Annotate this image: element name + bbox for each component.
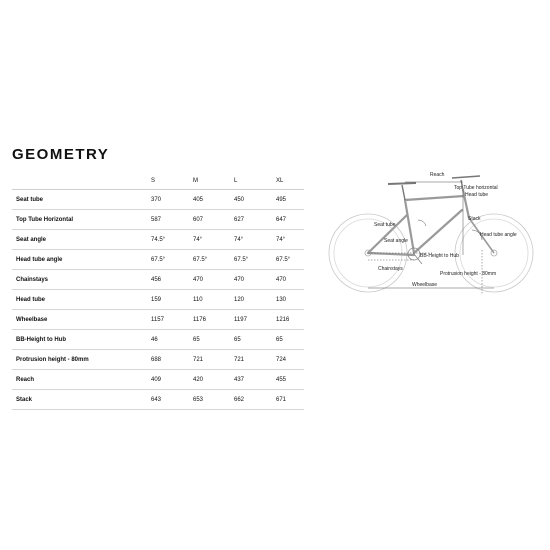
row-label: BB-Height to Hub [16,336,66,343]
table-cell: 456 [151,276,162,283]
table-cell: 643 [151,396,162,403]
table-cell: 65 [234,336,241,343]
diagram-label-top-tube: Top Tube horizontal [454,185,498,191]
table-row [12,210,304,230]
table-cell: 65 [193,336,200,343]
table-cell: 627 [234,216,245,223]
table-cell: 470 [193,276,204,283]
table-row [12,350,304,370]
diagram-label-head-tube: Head tube [465,192,489,198]
geometry-table [12,172,304,410]
table-cell: 405 [193,196,204,203]
table-cell: 653 [193,396,204,403]
table-cell: 74° [193,236,203,243]
row-label: Head tube angle [16,256,63,263]
table-cell: 130 [276,296,287,303]
row-label: Seat tube [16,196,44,203]
table-cell: 688 [151,356,162,363]
diagram-label-seat-tube: Seat tube [374,222,396,228]
table-cell: 495 [276,196,287,203]
diagram-label-seat-angle: Seat angle [384,238,408,244]
table-cell: 662 [234,396,245,403]
table-cell: 67.5° [193,256,208,263]
table-cell: 437 [234,376,245,383]
row-label: Seat angle [16,236,47,243]
table-cell: 409 [151,376,162,383]
page-title: GEOMETRY [12,146,110,163]
diagram-label-protrusion: Protrusion height - 80mm [440,271,497,277]
diagram-label-reach: Reach [430,172,445,178]
diagram-label-bb-height: BB-Height to Hub [420,253,459,259]
table-header-row [12,172,304,190]
table-cell: 587 [151,216,162,223]
diagram-label-stack: Stack [468,216,481,222]
table-cell: 1197 [234,316,247,323]
row-label: Reach [16,376,35,383]
table-row [12,190,304,210]
table-row [12,310,304,330]
table-row [12,370,304,390]
table-cell: 1157 [151,316,164,323]
table-cell: 1176 [193,316,206,323]
column-header: M [193,177,198,184]
diagram-label-wheelbase: Wheelbase [412,282,438,288]
bike-illustration [322,160,544,300]
table-cell: 470 [234,276,245,283]
column-header: XL [276,177,284,184]
row-label: Head tube [16,296,46,303]
table-cell: 607 [193,216,204,223]
table-cell: 65 [276,336,283,343]
column-header: S [151,177,156,184]
diagram-label-head-tube-angle: Head tube angle [480,232,517,238]
table-row [12,250,304,270]
table-cell: 67.5° [276,256,291,263]
table-cell: 450 [234,196,245,203]
table-cell: 647 [276,216,287,223]
row-label: Stack [16,396,33,403]
table-cell: 67.5° [234,256,249,263]
row-label: Chainstays [16,276,49,283]
table-cell: 721 [234,356,245,363]
diagram-label-chainstays: Chainstays [378,266,403,272]
table-cell: 671 [276,396,287,403]
table-cell: 420 [193,376,204,383]
table-cell: 74.5° [151,236,166,243]
table-row [12,230,304,250]
table-cell: 455 [276,376,287,383]
table-row [12,390,304,410]
table-row [12,290,304,310]
saddle [388,183,416,200]
table-cell: 67.5° [151,256,166,263]
table-cell: 724 [276,356,287,363]
table-cell: 1216 [276,316,290,323]
table-cell: 46 [151,336,158,343]
table-cell: 74° [276,236,286,243]
table-cell: 74° [234,236,244,243]
column-header: L [234,177,238,184]
table-row [12,330,304,350]
table-cell: 110 [193,296,203,303]
table-cell: 721 [193,356,204,363]
row-label: Wheelbase [16,316,48,323]
table-cell: 159 [151,296,162,303]
row-label: Protrusion height - 80mm [16,356,89,363]
table-cell: 470 [276,276,287,283]
table-cell: 120 [234,296,245,303]
table-cell: 370 [151,196,162,203]
table-row [12,270,304,290]
bike-geometry-diagram [322,160,544,300]
row-label: Top Tube Horizontal [16,216,74,223]
